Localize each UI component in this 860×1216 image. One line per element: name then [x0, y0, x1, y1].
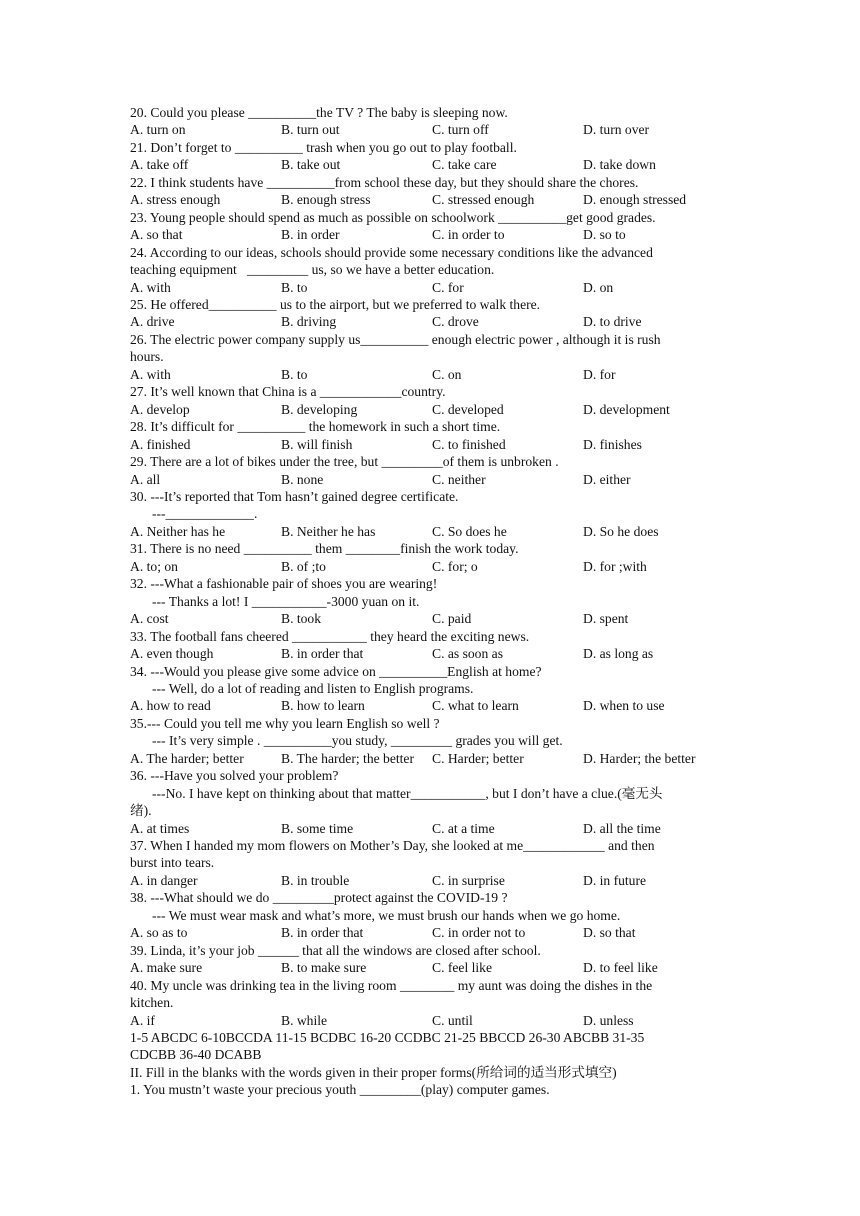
- option-b: B. driving: [281, 314, 337, 330]
- question-34: 34. ---Would you please give some advice on __________English at home?: [130, 663, 542, 679]
- option-a: A. with: [130, 279, 171, 295]
- question-33: 33. The football fans cheered ___________ they heard the exciting news.: [130, 628, 530, 644]
- options-30: [130, 523, 731, 540]
- option-c: C. stressed enough: [432, 192, 535, 208]
- option-a: A. turn on: [130, 122, 186, 138]
- option-d: D. either: [583, 471, 631, 487]
- option-a: A. develop: [130, 401, 190, 417]
- option-d: D. so that: [583, 925, 636, 941]
- option-a: A. so that: [130, 227, 183, 243]
- options-39: [130, 959, 731, 976]
- question-39: 39. Linda, it’s your job ______ that all the windows are closed after school.: [130, 942, 541, 958]
- options-33: [130, 645, 731, 662]
- options-40: [130, 1012, 731, 1029]
- option-c: C. So does he: [432, 523, 507, 539]
- option-b: B. to: [281, 279, 308, 295]
- options-22: [130, 191, 731, 208]
- option-c: C. for: [432, 279, 464, 295]
- option-b: B. will finish: [281, 436, 353, 452]
- option-d: D. spent: [583, 611, 629, 627]
- option-b: B. to: [281, 366, 308, 382]
- option-c: C. take care: [432, 157, 497, 173]
- question-24-line-2: teaching equipment _________ us, so we have a better education.: [130, 262, 495, 278]
- question-28: 28. It’s difficult for __________ the homework in such a short time.: [130, 419, 501, 435]
- option-c: C. in order to: [432, 227, 505, 243]
- option-c: C. drove: [432, 314, 479, 330]
- option-b: B. while: [281, 1012, 328, 1028]
- option-b: B. in order that: [281, 646, 364, 662]
- option-c: C. paid: [432, 611, 472, 627]
- options-25: [130, 313, 731, 330]
- option-d: D. for ;with: [583, 558, 647, 574]
- options-35: [130, 750, 731, 767]
- question-30-reply: ---_____________.: [152, 506, 258, 522]
- option-d: D. for: [583, 366, 616, 382]
- question-23: 23. Young people should spend as much as possible on schoolwork __________get good grades.: [130, 209, 656, 225]
- option-a: A. so as to: [130, 925, 188, 941]
- question-20: 20. Could you please __________the TV ? The baby is sleeping now.: [130, 105, 508, 120]
- option-b: B. of ;to: [281, 558, 326, 574]
- question-32: 32. ---What a fashionable pair of shoes you are wearing!: [130, 576, 438, 592]
- options-37: [130, 872, 731, 889]
- options-23: [130, 226, 731, 243]
- option-b: B. turn out: [281, 122, 340, 138]
- option-a: A. make sure: [130, 960, 203, 976]
- option-c: C. to finished: [432, 436, 506, 452]
- question-27: 27. It’s well known that China is a ____________country.: [130, 384, 446, 400]
- option-d: D. to drive: [583, 314, 642, 330]
- option-b: B. how to learn: [281, 698, 365, 714]
- options-24: [130, 279, 731, 296]
- question-36-reply-line-2: 绪).: [130, 803, 152, 819]
- option-d: D. when to use: [583, 698, 665, 714]
- option-d: D. So he does: [583, 523, 659, 539]
- option-c: C. what to learn: [432, 698, 519, 714]
- option-a: A. in danger: [130, 872, 198, 888]
- option-c: C. Harder; better: [432, 750, 524, 766]
- option-b: B. in order that: [281, 925, 364, 941]
- option-d: D. Harder; the better: [583, 750, 696, 766]
- option-d: D. in future: [583, 872, 647, 888]
- question-36: 36. ---Have you solved your problem?: [130, 768, 339, 784]
- options-32: [130, 610, 731, 627]
- option-c: C. feel like: [432, 960, 493, 976]
- option-a: A. Neither has he: [130, 523, 226, 539]
- section-2-question-1: 1. You mustn’t waste your precious youth _________(play) computer games.: [130, 1082, 550, 1098]
- question-37-line-1: 37. When I handed my mom flowers on Mother’s Day, she looked at me____________ and then: [130, 838, 655, 854]
- option-c: C. on: [432, 366, 462, 382]
- option-c: C. in surprise: [432, 872, 505, 888]
- option-d: D. on: [583, 279, 614, 295]
- option-a: A. at times: [130, 820, 190, 836]
- option-c: C. as soon as: [432, 646, 503, 662]
- options-26: [130, 366, 731, 383]
- option-b: B. in order: [281, 227, 340, 243]
- option-a: A. if: [130, 1012, 155, 1028]
- option-c: C. developed: [432, 401, 504, 417]
- question-29: 29. There are a lot of bikes under the tree, but _________of them is unbroken .: [130, 454, 559, 470]
- option-a: A. how to read: [130, 698, 211, 714]
- question-25: 25. He offered__________ us to the airport, but we preferred to walk there.: [130, 296, 541, 312]
- options-29: [130, 471, 731, 488]
- options-38: [130, 924, 731, 941]
- option-b: B. take out: [281, 157, 341, 173]
- question-37-line-2: burst into tears.: [130, 855, 215, 871]
- option-b: B. The harder; the better: [281, 750, 414, 766]
- option-d: D. development: [583, 401, 670, 417]
- options-27: [130, 401, 731, 418]
- option-d: D. unless: [583, 1012, 634, 1028]
- question-38-reply: --- We must wear mask and what’s more, we must brush our hands when we go home.: [152, 907, 621, 923]
- question-31: 31. There is no need __________ them ________finish the work today.: [130, 541, 519, 557]
- question-35: 35.--- Could you tell me why you learn English so well ?: [130, 715, 440, 731]
- option-a: A. to; on: [130, 558, 178, 574]
- option-c: C. in order not to: [432, 925, 526, 941]
- option-c: C. neither: [432, 471, 486, 487]
- option-c: C. for; o: [432, 558, 478, 574]
- option-a: A. The harder; better: [130, 750, 244, 766]
- option-d: D. so to: [583, 227, 626, 243]
- option-a: A. all: [130, 471, 161, 487]
- question-34-reply: --- Well, do a lot of reading and listen to English programs.: [152, 680, 474, 696]
- option-b: B. in trouble: [281, 872, 350, 888]
- answer-key-line-1: 1-5 ABCDC 6-10BCCDA 11-15 BCDBC 16-20 CCDBC 21-25 BBCCD 26-30 ABCBB 31-35: [130, 1030, 645, 1046]
- option-a: A. stress enough: [130, 192, 221, 208]
- question-26-line-2: hours.: [130, 349, 164, 365]
- option-d: D. all the time: [583, 820, 661, 836]
- question-21: 21. Don’t forget to __________ trash when you go out to play football.: [130, 139, 517, 155]
- question-32-reply: --- Thanks a lot! I ___________-3000 yuan on it.: [152, 593, 420, 609]
- question-26-line-1: 26. The electric power company supply us__________ enough electric power , although it is rush: [130, 331, 661, 347]
- options-31: [130, 558, 731, 575]
- question-35-reply: --- It’s very simple . __________you study, _________ grades you will get.: [152, 733, 563, 749]
- options-34: [130, 697, 731, 714]
- question-40-line-2: kitchen.: [130, 995, 174, 1011]
- question-30: 30. ---It’s reported that Tom hasn’t gained degree certificate.: [130, 488, 459, 504]
- option-d: D. turn over: [583, 122, 650, 138]
- option-b: B. to make sure: [281, 960, 367, 976]
- option-a: A. even though: [130, 646, 214, 662]
- option-d: D. finishes: [583, 436, 642, 452]
- option-b: B. enough stress: [281, 192, 371, 208]
- option-d: D. as long as: [583, 646, 654, 662]
- question-24-line-1: 24. According to our ideas, schools should provide some necessary conditions like the advanced: [130, 244, 653, 260]
- options-21: [130, 156, 731, 173]
- options-20: [130, 121, 731, 138]
- option-c: C. turn off: [432, 122, 489, 138]
- answer-key-line-2: CDCBB 36-40 DCABB: [130, 1047, 262, 1063]
- option-d: D. take down: [583, 157, 656, 173]
- option-b: B. some time: [281, 820, 354, 836]
- worksheet-page: [130, 104, 731, 1099]
- option-b: B. developing: [281, 401, 358, 417]
- question-40-line-1: 40. My uncle was drinking tea in the living room ________ my aunt was doing the dishes in the: [130, 977, 653, 993]
- options-28: [130, 436, 731, 453]
- option-c: C. until: [432, 1012, 473, 1028]
- question-22: 22. I think students have __________from school these day, but they should share the chores.: [130, 174, 639, 190]
- option-b: B. none: [281, 471, 324, 487]
- option-a: A. finished: [130, 436, 191, 452]
- option-d: D. enough stressed: [583, 192, 687, 208]
- option-b: B. took: [281, 611, 322, 627]
- options-36: [130, 820, 731, 837]
- question-36-reply-line-1: ---No. I have kept on thinking about that matter___________, but I don’t have a clue.(毫无头: [152, 785, 663, 801]
- option-d: D. to feel like: [583, 960, 658, 976]
- option-a: A. cost: [130, 611, 169, 627]
- option-a: A. with: [130, 366, 171, 382]
- option-a: A. take off: [130, 157, 189, 173]
- option-a: A. drive: [130, 314, 175, 330]
- option-b: B. Neither he has: [281, 523, 376, 539]
- option-c: C. at a time: [432, 820, 495, 836]
- question-38: 38. ---What should we do _________protect against the COVID-19 ?: [130, 890, 508, 906]
- section-2-heading: II. Fill in the blanks with the words given in their proper forms(所给词的适当形式填空): [130, 1064, 617, 1080]
